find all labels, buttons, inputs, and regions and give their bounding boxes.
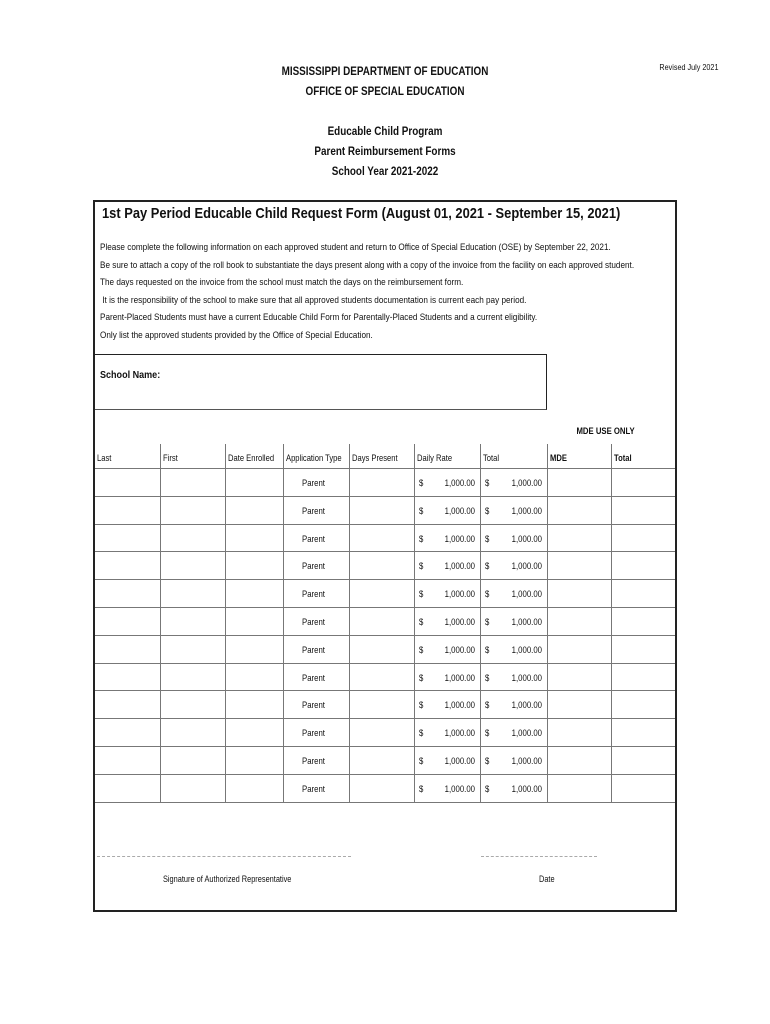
application-type-cell[interactable]: [283, 690, 349, 718]
amount-value: 1,000.00: [444, 616, 475, 628]
mde-total-cell[interactable]: [611, 496, 675, 524]
mde-cell[interactable]: [547, 579, 611, 607]
date-enrolled-cell[interactable]: [225, 607, 283, 635]
mde-cell[interactable]: [547, 496, 611, 524]
first-cell[interactable]: [160, 663, 225, 691]
last-cell[interactable]: [95, 774, 160, 802]
mde-total-cell[interactable]: [611, 635, 675, 663]
currency-sign: $: [485, 783, 490, 795]
col-application-type: Application Type: [283, 444, 349, 468]
application-type-cell[interactable]: [283, 746, 349, 774]
currency-sign: $: [419, 533, 424, 545]
last-cell[interactable]: [95, 746, 160, 774]
date-enrolled-cell[interactable]: [225, 746, 283, 774]
last-cell[interactable]: [95, 635, 160, 663]
application-type-value: Parent: [302, 644, 325, 656]
instruction-line: Only list the approved students provided by the Office of Special Education.: [100, 329, 373, 341]
first-cell[interactable]: [160, 524, 225, 552]
table-row: [95, 746, 675, 774]
application-type-cell[interactable]: [283, 774, 349, 802]
days-present-cell[interactable]: [349, 663, 414, 691]
days-present-cell[interactable]: [349, 607, 414, 635]
currency-sign: $: [485, 700, 490, 712]
days-present-cell[interactable]: [349, 524, 414, 552]
first-cell[interactable]: [160, 496, 225, 524]
mde-cell[interactable]: [547, 551, 611, 579]
table-row: [95, 607, 675, 635]
daily-rate-cell[interactable]: [414, 774, 480, 802]
school-year: School Year 2021-2022: [331, 166, 439, 178]
currency-sign: $: [485, 589, 490, 601]
signature-line[interactable]: [97, 856, 351, 857]
daily-rate-cell[interactable]: [414, 579, 480, 607]
table-header: [95, 444, 675, 468]
currency-sign: $: [419, 616, 424, 628]
amount-value: 1,000.00: [444, 755, 475, 767]
instruction-line: The days requested on the invoice from the school must match the days on the reimbursement form.: [100, 277, 464, 288]
program-title: Educable Child Program: [327, 126, 443, 138]
amount-value: 1,000.00: [444, 561, 475, 573]
days-present-cell[interactable]: [349, 579, 414, 607]
application-type-value: Parent: [302, 700, 325, 712]
table-row: [95, 496, 675, 524]
total-cell: [480, 524, 547, 552]
application-type-cell[interactable]: [283, 524, 349, 552]
table-row: [95, 663, 675, 691]
col-total: Total: [480, 444, 547, 468]
date-enrolled-cell[interactable]: [225, 496, 283, 524]
currency-sign: $: [419, 728, 424, 740]
daily-rate-cell[interactable]: [414, 607, 480, 635]
amount-value: 1,000.00: [511, 700, 542, 712]
first-cell[interactable]: [160, 607, 225, 635]
daily-rate-cell[interactable]: [414, 496, 480, 524]
days-present-cell[interactable]: [349, 468, 414, 496]
mde-cell[interactable]: [547, 690, 611, 718]
amount-value: 1,000.00: [511, 616, 542, 628]
col-first: First: [160, 444, 225, 468]
application-type-cell[interactable]: [283, 718, 349, 746]
school-name-field[interactable]: [95, 354, 547, 410]
date-enrolled-cell[interactable]: [225, 635, 283, 663]
date-enrolled-cell[interactable]: [225, 663, 283, 691]
date-enrolled-cell[interactable]: [225, 690, 283, 718]
application-type-cell[interactable]: [283, 551, 349, 579]
daily-rate-cell[interactable]: [414, 746, 480, 774]
last-cell[interactable]: [95, 607, 160, 635]
amount-value: 1,000.00: [444, 533, 475, 545]
currency-sign: $: [419, 589, 424, 601]
table-bottom-border: [95, 802, 675, 803]
mde-total-cell[interactable]: [611, 718, 675, 746]
mde-cell[interactable]: [547, 718, 611, 746]
last-cell[interactable]: [95, 468, 160, 496]
mde-total-cell[interactable]: [611, 468, 675, 496]
mde-total-cell[interactable]: [611, 746, 675, 774]
last-cell[interactable]: [95, 524, 160, 552]
date-line[interactable]: [481, 856, 597, 857]
days-present-cell[interactable]: [349, 690, 414, 718]
total-cell: [480, 635, 547, 663]
instruction-line: It is the responsibility of the school to make sure that all approved students documentation is current each pay period.: [100, 294, 527, 306]
total-cell: [480, 496, 547, 524]
col-mde: MDE: [547, 444, 611, 468]
amount-value: 1,000.00: [444, 728, 475, 740]
first-cell[interactable]: [160, 774, 225, 802]
daily-rate-cell[interactable]: [414, 690, 480, 718]
currency-sign: $: [419, 505, 424, 517]
first-cell[interactable]: [160, 468, 225, 496]
col-daily-rate: Daily Rate: [414, 444, 480, 468]
col-days-present: Days Present: [349, 444, 414, 468]
amount-value: 1,000.00: [511, 672, 542, 684]
first-cell[interactable]: [160, 635, 225, 663]
mde-total-cell[interactable]: [611, 579, 675, 607]
date-enrolled-cell[interactable]: [225, 718, 283, 746]
mde-cell[interactable]: [547, 607, 611, 635]
amount-value: 1,000.00: [444, 644, 475, 656]
mde-cell[interactable]: [547, 663, 611, 691]
table-row: [95, 635, 675, 663]
application-type-cell[interactable]: [283, 579, 349, 607]
first-cell[interactable]: [160, 718, 225, 746]
currency-sign: $: [419, 672, 424, 684]
application-type-value: Parent: [302, 783, 325, 795]
amount-value: 1,000.00: [444, 505, 475, 517]
amount-value: 1,000.00: [511, 561, 542, 573]
school-name-label: School Name:: [100, 369, 161, 381]
col-last: Last: [97, 453, 112, 464]
total-cell: [480, 468, 547, 496]
request-form: [93, 200, 677, 912]
total-cell: [480, 607, 547, 635]
table-row: [95, 774, 675, 802]
table-row: [95, 551, 675, 579]
mde-use-only-label: MDE USE ONLY: [576, 426, 635, 436]
currency-sign: $: [419, 561, 424, 573]
last-cell[interactable]: [95, 551, 160, 579]
currency-sign: $: [485, 616, 490, 628]
table-row: [95, 468, 675, 496]
total-cell: [480, 746, 547, 774]
date-label: Date: [539, 874, 555, 884]
application-type-value: Parent: [302, 478, 325, 489]
amount-value: 1,000.00: [511, 755, 542, 767]
amount-value: 1,000.00: [511, 589, 542, 601]
date-enrolled-cell[interactable]: [225, 774, 283, 802]
col-mde-total: Total: [611, 444, 675, 468]
mde-cell[interactable]: [547, 774, 611, 802]
first-cell[interactable]: [160, 551, 225, 579]
amount-value: 1,000.00: [444, 672, 475, 684]
last-cell[interactable]: [95, 718, 160, 746]
mde-cell[interactable]: [547, 746, 611, 774]
amount-value: 1,000.00: [444, 700, 475, 712]
daily-rate-cell[interactable]: [414, 468, 480, 496]
currency-sign: $: [419, 755, 424, 767]
total-cell: [480, 551, 547, 579]
amount-value: 1,000.00: [444, 478, 475, 489]
mde-cell[interactable]: [547, 524, 611, 552]
days-present-cell[interactable]: [349, 635, 414, 663]
date-enrolled-cell[interactable]: [225, 579, 283, 607]
currency-sign: $: [485, 478, 490, 489]
first-cell[interactable]: [160, 579, 225, 607]
date-enrolled-cell[interactable]: [225, 551, 283, 579]
last-cell[interactable]: [95, 496, 160, 524]
daily-rate-cell[interactable]: [414, 718, 480, 746]
program-header: [54, 122, 716, 182]
application-type-value: Parent: [302, 561, 325, 573]
total-cell: [480, 718, 547, 746]
mde-total-cell[interactable]: [611, 551, 675, 579]
student-rows: [95, 468, 675, 802]
last-cell[interactable]: [95, 663, 160, 691]
signature-label: Signature of Authorized Representative: [163, 874, 292, 884]
application-type-value: Parent: [302, 505, 325, 517]
application-type-cell[interactable]: [283, 663, 349, 691]
application-type-value: Parent: [302, 728, 325, 740]
total-cell: [480, 774, 547, 802]
mde-total-cell[interactable]: [611, 690, 675, 718]
document-header: [54, 62, 716, 102]
total-cell: [480, 663, 547, 691]
forms-title: Parent Reimbursement Forms: [314, 146, 456, 158]
application-type-cell[interactable]: [283, 635, 349, 663]
currency-sign: $: [485, 533, 490, 545]
daily-rate-cell[interactable]: [414, 635, 480, 663]
first-cell[interactable]: [160, 746, 225, 774]
days-present-cell[interactable]: [349, 496, 414, 524]
days-present-cell[interactable]: [349, 718, 414, 746]
mde-total-cell[interactable]: [611, 607, 675, 635]
first-cell[interactable]: [160, 690, 225, 718]
daily-rate-cell[interactable]: [414, 524, 480, 552]
currency-sign: $: [485, 728, 490, 740]
last-cell[interactable]: [95, 690, 160, 718]
daily-rate-cell[interactable]: [414, 551, 480, 579]
currency-sign: $: [419, 478, 424, 489]
amount-value: 1,000.00: [511, 478, 542, 489]
currency-sign: $: [419, 700, 424, 712]
total-cell: [480, 579, 547, 607]
application-type-value: Parent: [302, 672, 325, 684]
days-present-cell[interactable]: [349, 551, 414, 579]
date-enrolled-cell[interactable]: [225, 468, 283, 496]
table-row: [95, 718, 675, 746]
mde-total-cell[interactable]: [611, 524, 675, 552]
application-type-value: Parent: [302, 616, 325, 628]
date-enrolled-cell[interactable]: [225, 524, 283, 552]
application-type-cell[interactable]: [283, 607, 349, 635]
days-present-cell[interactable]: [349, 774, 414, 802]
currency-sign: $: [485, 672, 490, 684]
currency-sign: $: [419, 783, 424, 795]
mde-cell[interactable]: [547, 468, 611, 496]
department-title: MISSISSIPPI DEPARTMENT OF EDUCATION: [281, 66, 489, 78]
amount-value: 1,000.00: [511, 644, 542, 656]
application-type-value: Parent: [302, 533, 325, 545]
currency-sign: $: [485, 755, 490, 767]
mde-total-cell[interactable]: [611, 774, 675, 802]
amount-value: 1,000.00: [444, 783, 475, 795]
form-title: 1st Pay Period Educable Child Request Form (August 01, 2021 - September 15, 2021): [102, 205, 621, 222]
mde-total-cell[interactable]: [611, 663, 675, 691]
table-row: [95, 690, 675, 718]
currency-sign: $: [485, 644, 490, 656]
instruction-line: Be sure to attach a copy of the roll book to substantiate the days present along with a copy of the invoice from the facility on each approved student.: [100, 259, 635, 271]
currency-sign: $: [485, 561, 490, 573]
application-type-cell[interactable]: [283, 468, 349, 496]
amount-value: 1,000.00: [511, 533, 542, 545]
currency-sign: $: [419, 644, 424, 656]
revised-date: Revised July 2021: [658, 62, 718, 72]
last-cell[interactable]: [95, 579, 160, 607]
application-type-cell[interactable]: [283, 496, 349, 524]
instruction-line: Please complete the following information on each approved student and return to Office of Special Education (OSE) by September 22, 2021.: [100, 242, 611, 253]
col-date-enrolled: Date Enrolled: [225, 444, 283, 468]
amount-value: 1,000.00: [511, 505, 542, 517]
mde-cell[interactable]: [547, 635, 611, 663]
daily-rate-cell[interactable]: [414, 663, 480, 691]
currency-sign: $: [485, 505, 490, 517]
instruction-line: Parent-Placed Students must have a current Educable Child Form for Parentally-Placed Students and a current eligibility.: [100, 312, 538, 323]
application-type-value: Parent: [302, 589, 325, 601]
table-row: [95, 579, 675, 607]
application-type-value: Parent: [302, 755, 325, 767]
amount-value: 1,000.00: [511, 783, 542, 795]
amount-value: 1,000.00: [444, 589, 475, 601]
days-present-cell[interactable]: [349, 746, 414, 774]
total-cell: [480, 690, 547, 718]
instructions: [100, 239, 634, 344]
office-title: OFFICE OF SPECIAL EDUCATION: [305, 86, 465, 98]
table-row: [95, 524, 675, 552]
amount-value: 1,000.00: [511, 728, 542, 740]
